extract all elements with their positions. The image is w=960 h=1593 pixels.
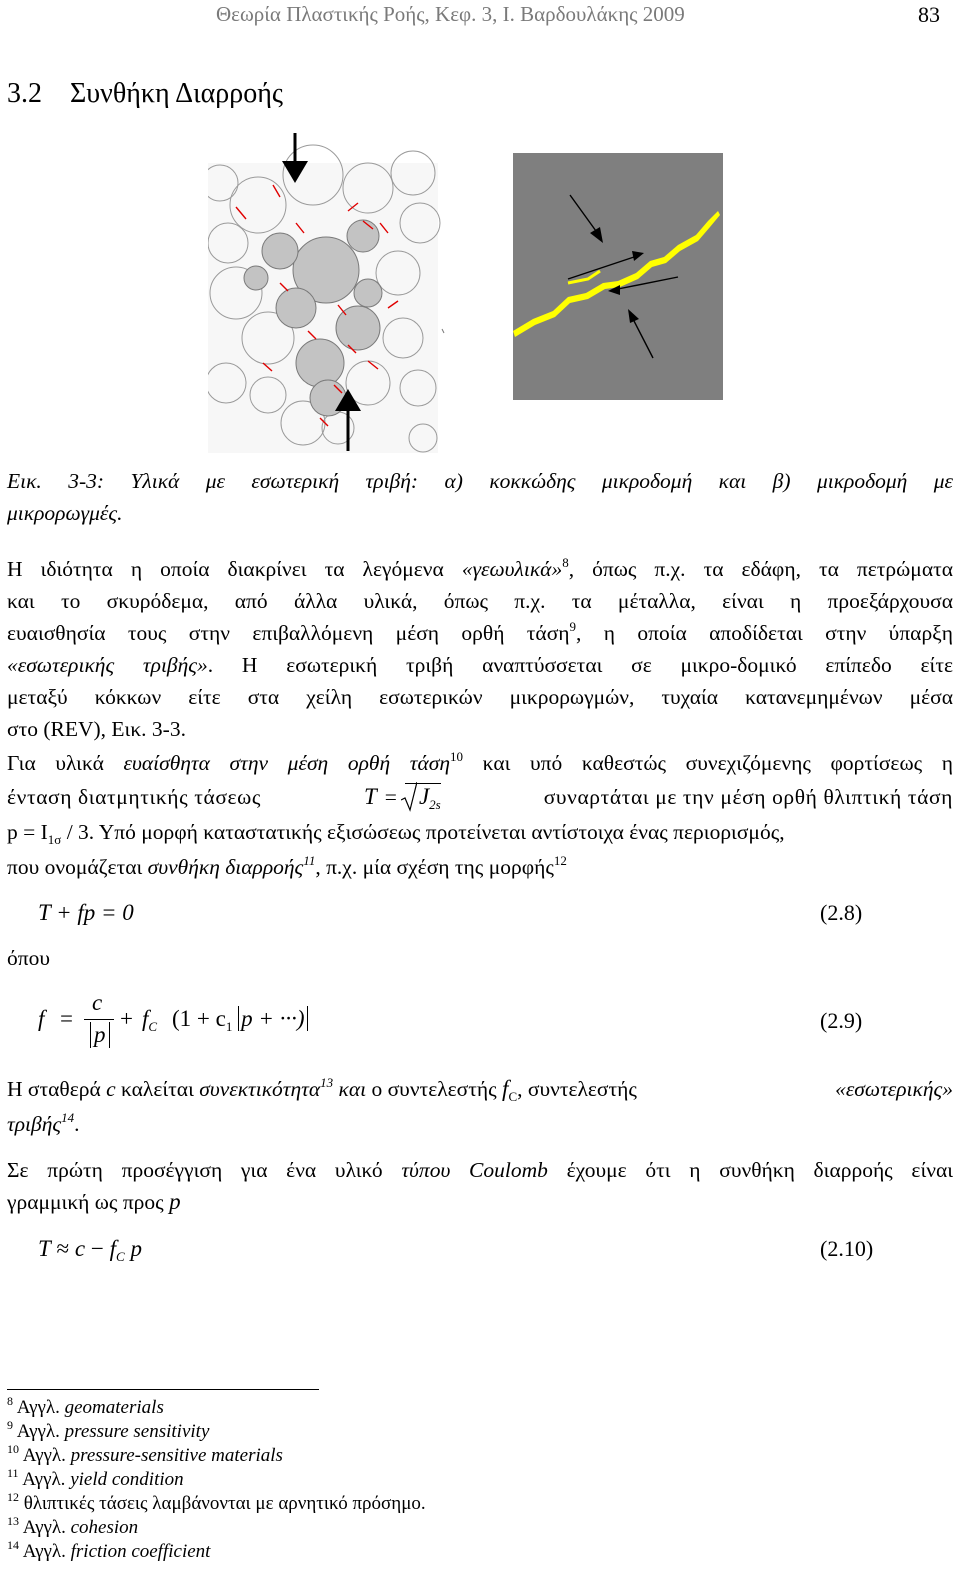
footnote-list [7,1396,426,1564]
p2-line-4: που ονομάζεται συνθήκη διαρροής$^{11}$, π.χ. μία σχέση της μορφής$^{12}$ [7,853,567,879]
footnote-10: $^{10}$ Αγγλ. pressure-sensitive materials [7,1442,283,1466]
figure-caption [7,465,953,529]
p4-line-1: Σε πρώτη προσέγγιση για ένα υλικό τύπου Coulomb έχουμε ότι η συνθήκη διαρροής είναι [7,1158,954,1182]
opou-label: όπου [7,946,50,970]
footnote-separator [7,1389,319,1390]
p2-line-3: $p = I_{1\sigma} / 3$. Υπό μορφή καταστατικής εξισώσεως προτείνεται αντίστοιχα ένας περιορισμός, [7,820,785,847]
footnote-14: $^{14}$ Αγγλ. friction coefficient [7,1538,211,1562]
equation-2-8: T + fp = 0 [38,900,134,925]
footnote-8: $^8$ Αγγλ. geomaterials [7,1394,164,1418]
p2-line-1: Για υλικά ευαίσθητα στην μέση ορθή τάση$^{10}$ και υπό καθεστώς συνεχιζόμενης φορτίσεως η [7,749,953,775]
p4-line-2: γραμμική ως προς p [7,1189,181,1214]
p1-line-2: και το σκυρόδεμα, από άλλα υλικά, όπως π.χ. τα μέταλλα, είναι η προεξάρχουσα [7,589,953,613]
granular-microstructure-panel [208,133,440,453]
p3-line-1: Η σταθερά c καλείται συνεκτικότητα$^{13}$ και ο συντελεστής $f_C$, συντελεστής «εσωτερικής» [7,1075,953,1104]
paragraph-1 [7,553,953,745]
section-heading [7,78,283,110]
caption-line-2: μικρορωγμές. [7,501,123,525]
sqrt-J2s-expression: T = $J_{2s}$ [364,784,441,812]
footnote-11: $^{11}$ Αγγλ. yield condition [7,1466,184,1490]
figure-drawing [208,133,768,463]
p1-line-5: μεταξύ κόκκων είτε στα χείλη εσωτερικών μικρορωγμών, τυχαία κατανεμημένων μέσα [7,685,953,709]
p1-line-4: «εσωτερικής τριβής». Η εσωτερική τριβή αναπτύσσεται σε μικρο-δομικό επίπεδο είτε [7,653,954,677]
p1-line-6: στο (REV), Εικ. 3-3. [7,717,186,741]
caption-line-1: Εικ. 3-3: Υλικά με εσωτερική τριβή: α) κοκκώδης μικροδομή και β) μικροδομή με [7,469,953,493]
microcrack-panel [513,153,723,400]
equation-2-9-number: (2.9) [820,1008,863,1033]
p2-line-2: ένταση διατμητικής τάσεως T = $J_{2s}$ συναρτάται με την μέση ορθή θλιπτική τάση [7,784,953,812]
footnote-12: $^{12}$ θλιπτικές τάσεις λαμβάνονται με αρνητικό πρόσημο. [7,1490,426,1514]
figure-3-3 [208,133,768,468]
running-header: Θεωρία Πλαστικής Ροής, Κεφ. 3, Ι. Βαρδουλάκης 2009 [216,2,685,26]
equation-2-10-number: (2.10) [820,1236,874,1261]
equation-2-9: f = c p + $f_C$ ($1 + c_1$ p + ···) [38,990,338,1060]
p3-line-2: τριβής$^{14}$. [7,1110,80,1136]
footnote-13: $^{13}$ Αγγλ. cohesion [7,1514,139,1538]
paragraph-4 [7,1154,953,1218]
fraction-bar [84,1019,114,1020]
equation-2-8-number: (2.8) [820,900,863,925]
footnote-9: $^9$ Αγγλ. pressure sensitivity [7,1418,210,1442]
p1-line-3: ευαισθησία τους στην επιβαλλόμενη μέση ορθή τάση$^9$, η οποία αποδίδεται στην ύπαρξη [7,619,953,645]
equation-2-10: $T \approx c - f_C$ p [38,1236,142,1264]
section-number: 3.2 [7,78,42,109]
section-title: Συνθήκη Διαρροής [70,78,283,109]
paragraph-2 [7,747,953,779]
page-number: 83 [918,2,940,27]
sqrt-symbol [401,782,417,812]
p1-line-1: Η ιδιότητα η οποία διακρίνει τα λεγόμενα «γεωυλικά»$^8$, όπως π.χ. τα εδάφη, τα πετρώματα [7,555,954,581]
